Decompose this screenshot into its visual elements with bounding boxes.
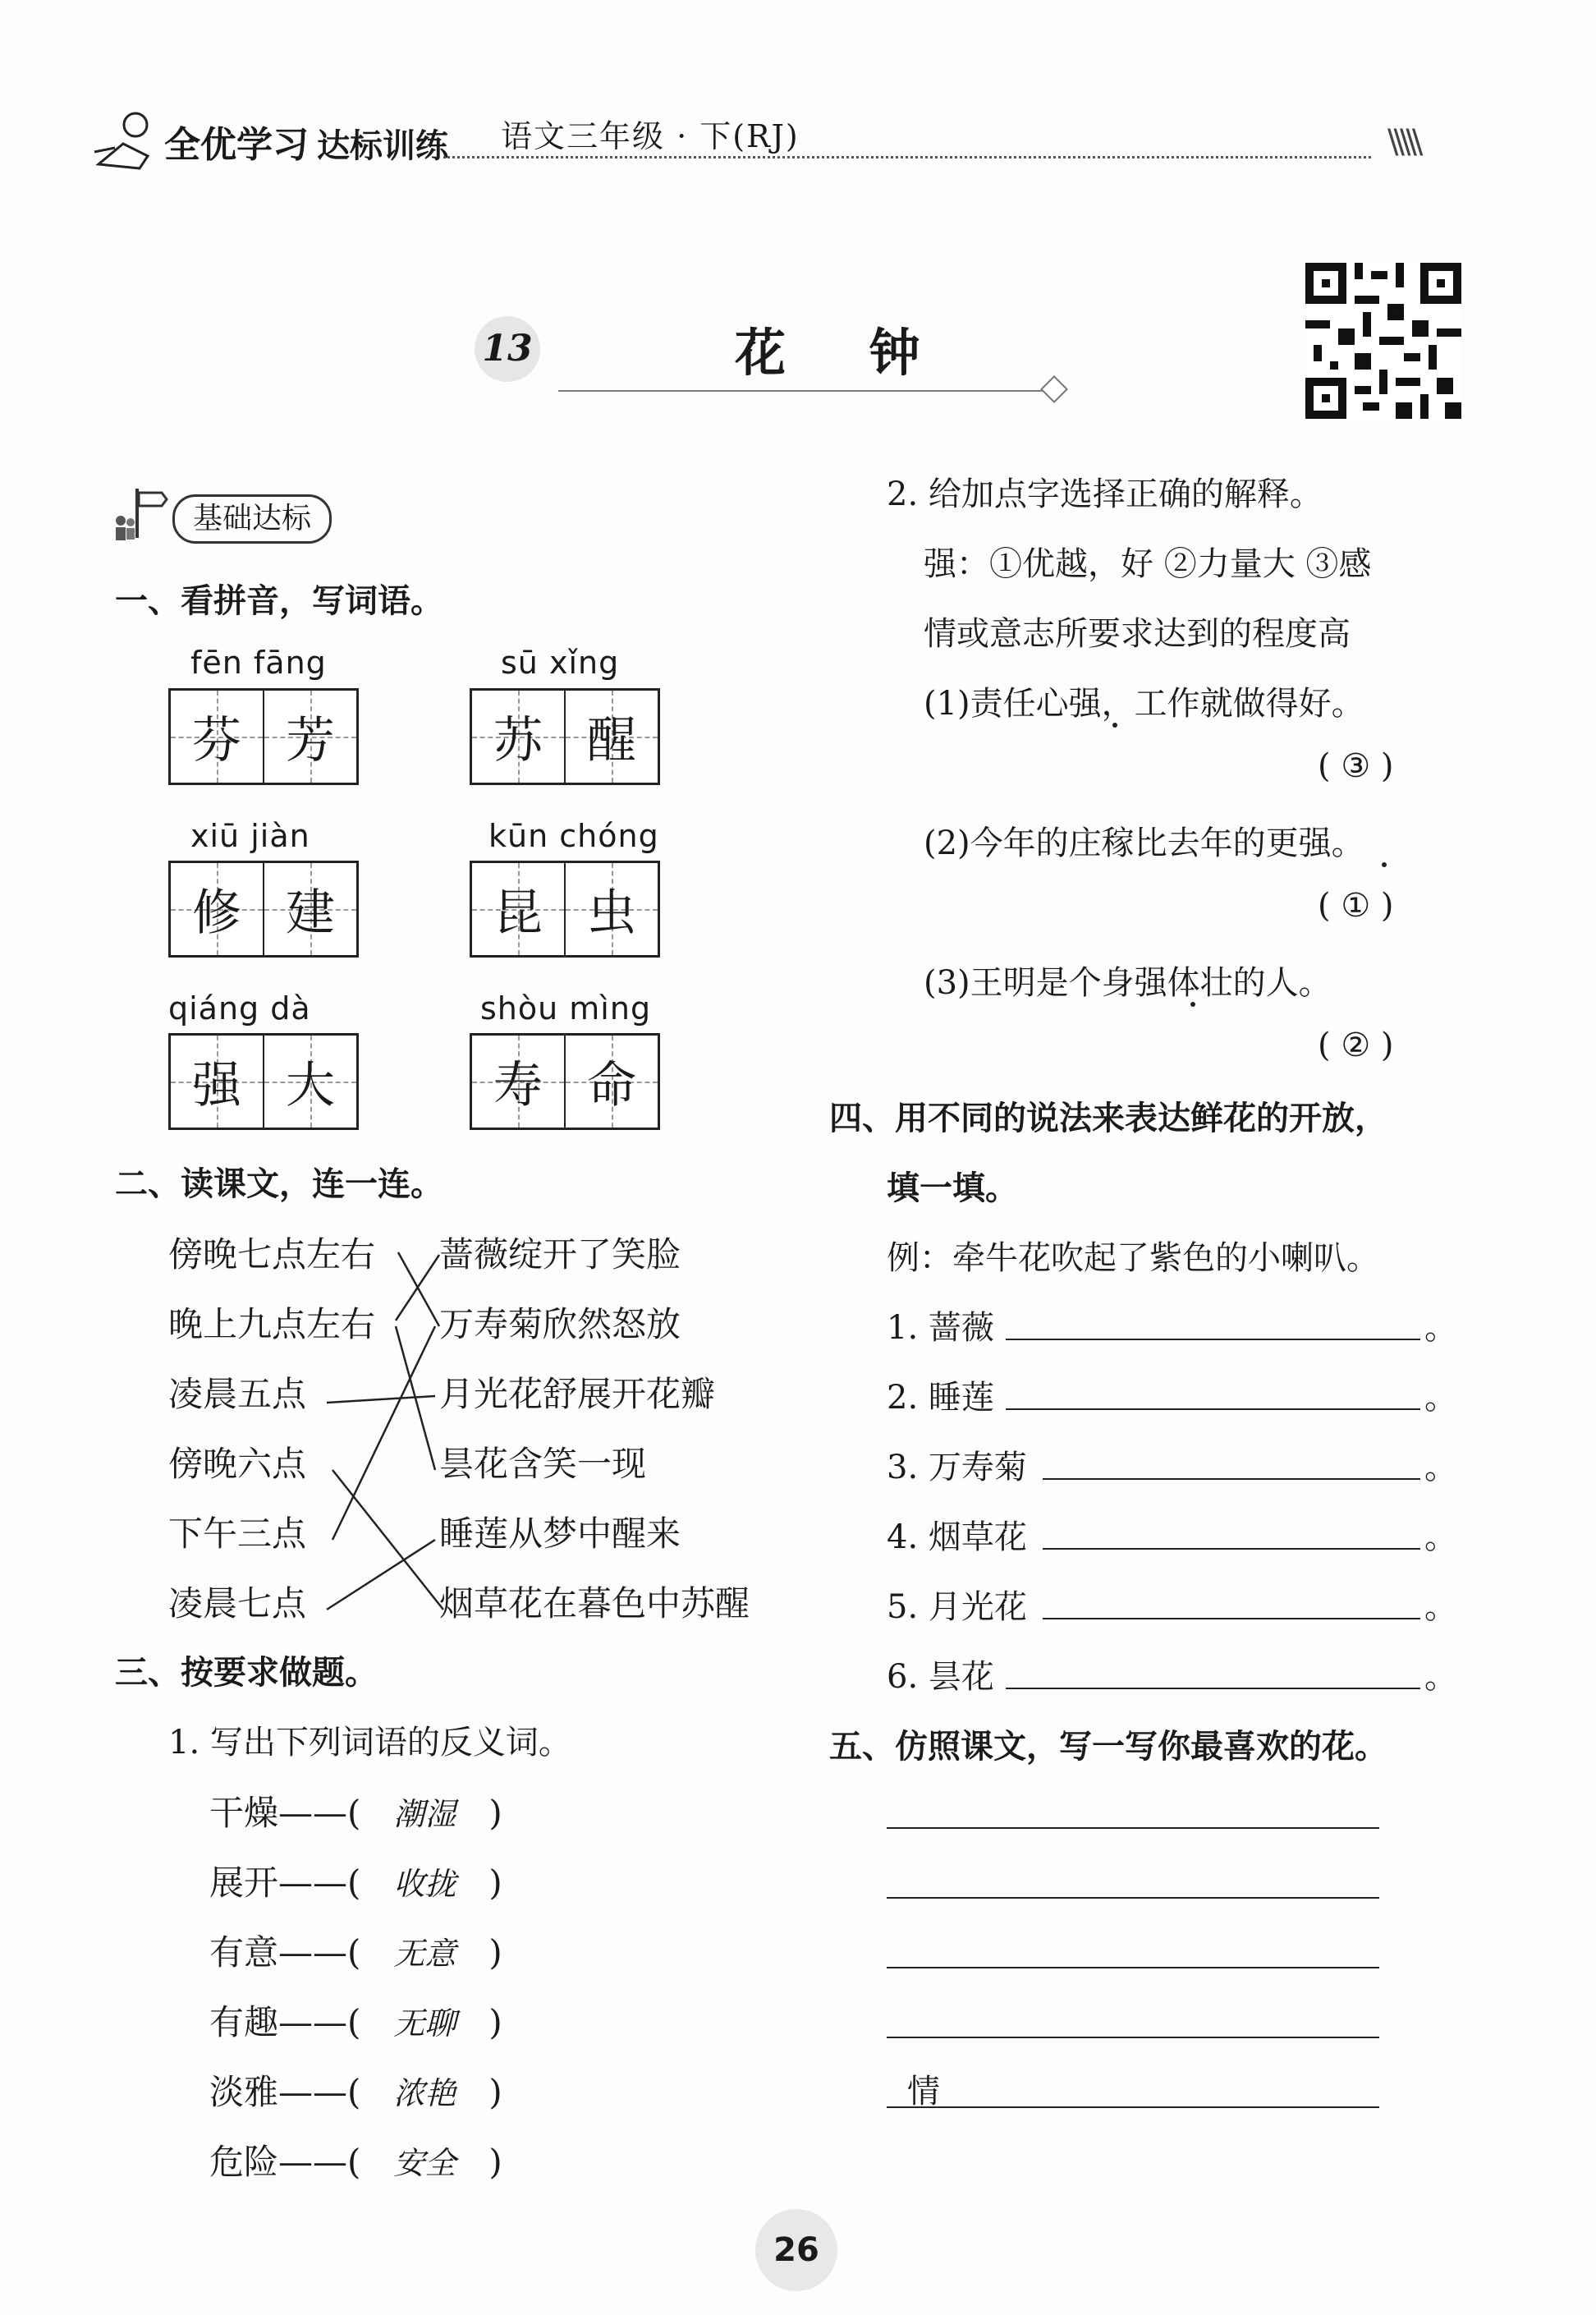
question-meaning: 2. 给加点字选择正确的解释。: [887, 475, 1323, 513]
pinyin: shòu mìng: [480, 990, 652, 1027]
paren-close: ): [488, 1863, 502, 1903]
brand-subtitle: 达标训练: [317, 127, 448, 165]
meaning-item: (1)责任心强，工作就做得好。: [924, 685, 1364, 723]
meaning-answer[interactable]: ( ② ): [1318, 1027, 1394, 1064]
example-sentence: 例：牵牛花吹起了紫色的小喇叭。: [887, 1239, 1379, 1277]
writing-line[interactable]: [887, 1897, 1379, 1899]
paren-close: ): [488, 2142, 502, 2182]
period: 。: [1424, 1379, 1457, 1417]
character-box[interactable]: [168, 1033, 359, 1130]
basic-level-badge: 基础达标: [172, 494, 332, 544]
match-right-item[interactable]: 月光花舒展开花瓣: [439, 1374, 716, 1414]
character: 苏: [493, 712, 543, 769]
section2-heading: 二、读课文，连一连。: [115, 1165, 443, 1203]
fill-line[interactable]: [1043, 1478, 1420, 1480]
character: 寿: [493, 1057, 543, 1114]
period: 。: [1424, 1658, 1457, 1696]
antonym-word: 有趣——(: [209, 2002, 361, 2042]
character-box[interactable]: [168, 861, 359, 958]
writing-line[interactable]: [887, 1827, 1379, 1829]
qr-code[interactable]: [1305, 263, 1461, 419]
antonym-answer[interactable]: 潮湿: [393, 1796, 456, 1832]
match-line: [332, 1470, 443, 1610]
meaning-item: (2)今年的庄稼比去年的更强。: [924, 824, 1364, 862]
fill-line[interactable]: [1006, 1339, 1420, 1340]
character: 芳: [286, 712, 335, 769]
pinyin: qiáng dà: [168, 990, 311, 1027]
definitions-line: 情或意志所要求达到的程度高: [924, 615, 1351, 653]
section5-heading: 五、仿照课文，写一写你最喜欢的花。: [829, 1728, 1387, 1766]
pinyin: fēn fāng: [190, 645, 327, 681]
match-left-item[interactable]: 凌晨七点: [168, 1583, 307, 1624]
match-line: [332, 1326, 435, 1540]
period: 。: [1424, 1309, 1457, 1347]
section4-heading-cont: 填一填。: [887, 1169, 1018, 1207]
writing-line[interactable]: [887, 2037, 1379, 2038]
antonym-row: [209, 2135, 502, 2184]
emphasis-dot: [1382, 862, 1387, 867]
antonym-word: 干燥——(: [209, 1793, 361, 1833]
antonym-word: 危险——(: [209, 2142, 361, 2182]
section1-heading: 一、看拼音，写词语。: [115, 582, 443, 620]
antonym-row: [209, 1926, 502, 1975]
title-diamond-icon: [1040, 375, 1068, 403]
character-box[interactable]: [168, 688, 359, 785]
antonym-answer[interactable]: 安全: [393, 2145, 456, 2181]
antonym-row: [209, 1786, 502, 1835]
fill-item-label: 6. 昙花: [887, 1658, 994, 1696]
period: 。: [1424, 1449, 1457, 1486]
antonym-row: [209, 1996, 502, 2045]
meaning-answer[interactable]: ( ③ ): [1318, 747, 1394, 785]
written-text: 情: [907, 2073, 940, 2111]
header-stripes: \\\\\: [1387, 123, 1419, 161]
antonym-answer[interactable]: 无聊: [393, 2005, 456, 2042]
paren-close: ): [488, 2002, 502, 2042]
fill-item-label: 3. 万寿菊: [887, 1449, 1027, 1486]
antonym-row: [209, 2065, 502, 2115]
match-left-item[interactable]: 傍晚六点: [168, 1444, 307, 1484]
match-left-item[interactable]: 下午三点: [168, 1513, 307, 1554]
match-line: [396, 1255, 439, 1321]
paren-close: ): [488, 1932, 502, 1973]
meaning-item: (3)王明是个身强体壮的人。: [924, 964, 1332, 1002]
antonym-word: 展开——(: [209, 1863, 361, 1903]
match-right-item[interactable]: 烟草花在暮色中苏醒: [439, 1583, 750, 1624]
writing-line[interactable]: [887, 1967, 1379, 1968]
antonym-row: [209, 1856, 502, 1905]
character-box[interactable]: [470, 861, 660, 958]
lesson-number: 13: [475, 316, 540, 382]
match-lines: [312, 1232, 460, 1626]
fill-line[interactable]: [1006, 1408, 1420, 1410]
match-right-item[interactable]: 昙花含笑一现: [439, 1444, 647, 1484]
lesson-title: 花 钟: [735, 323, 953, 383]
character: 建: [286, 884, 335, 942]
period: 。: [1424, 1518, 1457, 1556]
character: 芬: [192, 712, 241, 769]
match-right-item[interactable]: 万寿菊欣然怒放: [439, 1304, 681, 1344]
character: 虫: [587, 884, 636, 942]
emphasis-dot: [1190, 1002, 1195, 1007]
fill-line[interactable]: [1043, 1548, 1420, 1550]
definitions-line: 强：①优越，好 ②力量大 ③感: [924, 545, 1372, 583]
character: 大: [286, 1057, 335, 1114]
match-left-item[interactable]: 晚上九点左右: [168, 1304, 376, 1344]
match-line: [327, 1540, 435, 1610]
fill-line[interactable]: [1006, 1688, 1420, 1689]
title-underline: [558, 390, 1051, 392]
meaning-answer[interactable]: ( ① ): [1318, 887, 1394, 925]
brand-name: 全优学习: [164, 124, 309, 166]
character: 昆: [493, 884, 543, 942]
match-right-item[interactable]: 蔷薇绽开了笑脸: [439, 1234, 681, 1275]
pinyin: xiū jiàn: [190, 818, 310, 854]
antonym-word: 淡雅——(: [209, 2072, 361, 2112]
fill-item-label: 4. 烟草花: [887, 1518, 1027, 1556]
fill-item-label: 2. 睡莲: [887, 1379, 994, 1417]
pinyin: sū xǐng: [501, 645, 620, 681]
section4-heading: 四、用不同的说法来表达鲜花的开放，: [829, 1100, 1387, 1137]
antonym-answer[interactable]: 浓艳: [393, 2075, 456, 2111]
grade-label: 语文三年级 · 下(RJ): [501, 118, 800, 154]
character: 修: [192, 884, 241, 942]
match-right-item[interactable]: 睡莲从梦中醒来: [439, 1513, 681, 1554]
brand-title: [164, 115, 448, 168]
section3-heading: 三、按要求做题。: [115, 1654, 378, 1692]
writing-line[interactable]: [887, 2106, 1379, 2108]
header-logo-icon: [90, 107, 160, 172]
pinyin: kūn chóng: [488, 818, 659, 854]
period: 。: [1424, 1588, 1457, 1626]
match-left-item[interactable]: 傍晚七点左右: [168, 1234, 376, 1275]
character-box[interactable]: [470, 1033, 660, 1130]
paren-close: ): [488, 1793, 502, 1833]
fill-line[interactable]: [1043, 1618, 1420, 1619]
header-divider: [443, 156, 1371, 158]
antonym-answer[interactable]: 收拢: [393, 1866, 456, 1902]
question-antonym: 1. 写出下列词语的反义词。: [168, 1724, 571, 1762]
character: 命: [587, 1057, 636, 1114]
antonym-answer[interactable]: 无意: [393, 1936, 456, 1972]
match-line: [327, 1396, 435, 1403]
page-number: 26: [755, 2209, 837, 2291]
signpost-icon: [111, 485, 168, 542]
fill-item-label: 1. 蔷薇: [887, 1309, 994, 1347]
antonym-word: 有意——(: [209, 1932, 361, 1973]
paren-close: ): [488, 2072, 502, 2112]
character: 醒: [587, 712, 636, 769]
fill-item-label: 5. 月光花: [887, 1588, 1027, 1626]
character: 强: [192, 1057, 241, 1114]
match-left-item[interactable]: 凌晨五点: [168, 1374, 307, 1414]
emphasis-dot: [1112, 723, 1117, 728]
character-box[interactable]: [470, 688, 660, 785]
